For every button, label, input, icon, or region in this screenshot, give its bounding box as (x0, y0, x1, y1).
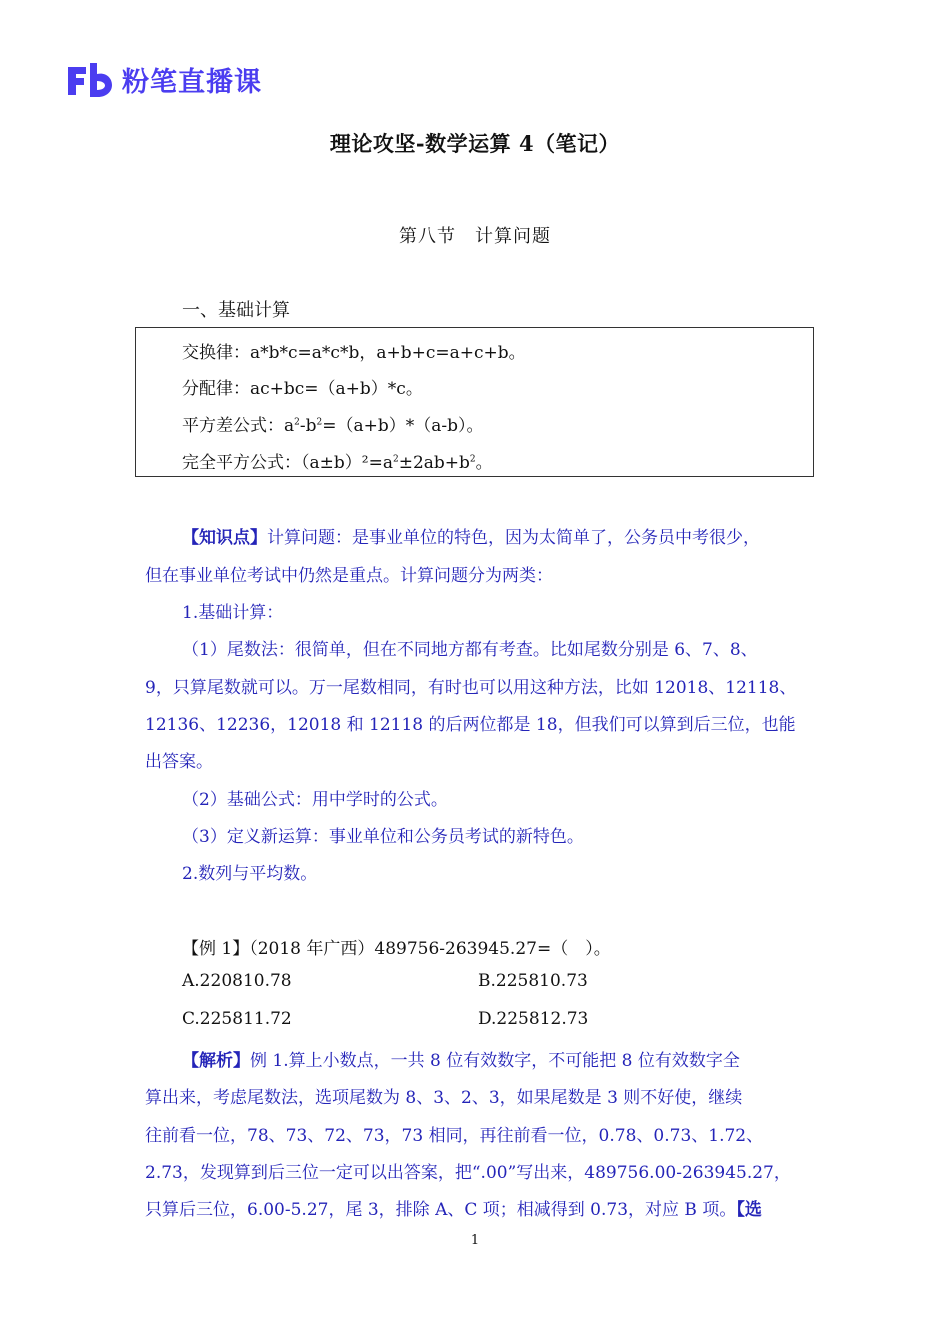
analysis-line-2: 算出来，考虑尾数法，选项尾数为 8、3、2、3，如果尾数是 3 则不好使，继续 (145, 1088, 743, 1108)
knowledge-line-9: （3）定义新运算：事业单位和公务员考试的新特色。 (182, 827, 584, 847)
brand-logo (66, 60, 262, 99)
analysis-line-3: 往前看一位，78、73、72、73，73 相同，再往前看一位，0.78、0.73、1.72、 (145, 1126, 764, 1146)
knowledge-line-5: 9，只算尾数就可以。万一尾数相同，有时也可以用这种方法，比如 12018、12118、 (145, 678, 797, 698)
brand-name: 粉笔直播课 (122, 67, 262, 98)
sub-heading: 一、基础计算 (182, 300, 290, 321)
formula-distributive: 分配律：ac+bc=（a+b）*c。 (182, 379, 423, 399)
analysis-line-4: 2.73，发现算到后三位一定可以出答案，把“.00”写出来，489756.00-263945.27， (145, 1163, 791, 1183)
fb-logo-icon (66, 61, 114, 99)
knowledge-line-2: 但在事业单位考试中仍然是重点。计算问题分为两类： (145, 566, 553, 586)
option-c: C.225811.72 (182, 1009, 292, 1029)
option-b: B.225810.73 (478, 971, 588, 991)
knowledge-line-4: （1）尾数法：很简单，但在不同地方都有考查。比如尾数分别是 6、7、8、 (182, 640, 758, 660)
formula-difference-of-squares: 平方差公式：$a^2-b^2=(a+b)*(a-b)$。 (182, 416, 484, 436)
knowledge-line-7: 出答案。 (145, 752, 213, 772)
knowledge-line-1: 【知识点】计算问题：是事业单位的特色，因为太简单了，公务员中考很少， (182, 528, 760, 548)
option-a: A.220810.78 (182, 971, 292, 991)
option-d: D.225812.73 (478, 1009, 589, 1029)
formula-commutative: 交换律：a*b*c=a*c*b，a+b+c=a+c+b。 (182, 343, 526, 363)
formula-box (135, 327, 814, 477)
knowledge-line-8: （2）基础公式：用中学时的公式。 (182, 790, 448, 810)
analysis-line-1: 【解析】例 1.算上小数点，一共 8 位有效数字，不可能把 8 位有效数字全 (182, 1051, 740, 1071)
knowledge-line-6: 12136、12236，12018 和 12118 的后两位都是 18，但我们可以算到后三位，也能 (145, 715, 796, 735)
analysis-line-5: 只算后三位，6.00-5.27，尾 3，排除 A、C 项；相减得到 0.73，对应 B 项。【选 (145, 1200, 762, 1220)
formula-perfect-square: 完全平方公式：$(a\pm b)^2=a^2\pm 2ab+b^2$。 (182, 453, 493, 473)
document-title: 理论攻坚-数学运算 4（笔记） (329, 131, 621, 156)
example-question: 【例 1】（2018 年广西）489756-263945.27=（ ）。 (182, 939, 611, 959)
knowledge-line-3: 1.基础计算： (182, 603, 284, 623)
page-number: 1 (470, 1233, 480, 1248)
section-heading: 第八节 计算问题 (399, 226, 551, 247)
knowledge-line-10: 2.数列与平均数。 (182, 864, 318, 884)
